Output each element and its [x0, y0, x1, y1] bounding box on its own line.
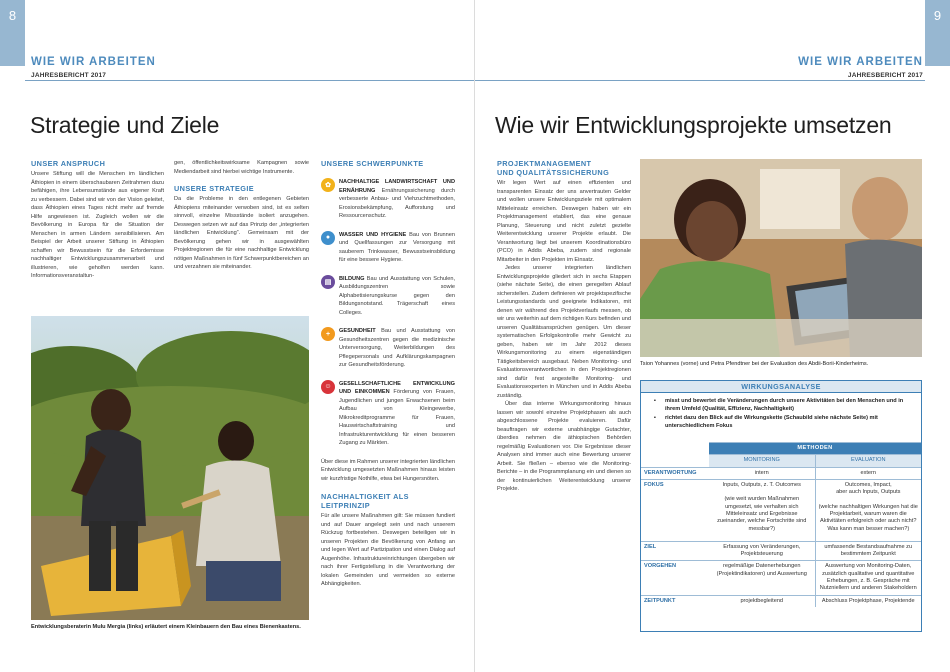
schwerpunkt-bildung [321, 275, 455, 318]
pm-text-3: Über das interne Wirkungsmonitoring hinaus lassen wir sowohl einzelne Projektphasen als auch abgeschlossene Projekte evaluieren. Dafür beauftragen wir externe unabhängige Gutachter, überdies nehmen die äthiopischen Behörden regelmäßig Evaluationen vor. Die Ergebnisse dieser Analysen sind immer auch eine Bewertung unserer Arbeit. Sie fließen – ebenso wie die Monitoring-Berichte – in die Programmplanung ein und dienen so der kontinuierlichen Weiterentwicklung unserer Projekte. [497, 401, 631, 492]
section-title: WIE WIR ARBEITEN [31, 56, 156, 68]
row-label: ZIEL [641, 541, 709, 561]
evaluation-cell: Abschluss Projektphase, Projektende [815, 595, 921, 607]
table-row [641, 561, 921, 595]
report-label: JAHRESBERICHT 2017 [31, 72, 107, 79]
wirkungsanalyse-title: WIRKUNGSANALYSE [641, 381, 921, 393]
anspruch-text: Unsere Stiftung will die Menschen im ländlichen Äthiopien in einem überschaubaren Zeitrahmen dazu befähigen, ihre Lebensumstände aus eigener Kraft zu verbessern. Dabei sind wir von der Vision geleitet, dass Äthiopien eines Tages nicht mehr auf fremde Hilfe angewiesen ist. Zugleich wollen wir die Bevölkerung in Europa für die Situation der Menschen in armen Ländern sensibilisieren. Am Beispiel der Arbeit unserer Stiftung in Äthiopien schaffen wir Bewusstsein für die Erfordernisse nachhaltiger Entwicklungszusammenarbeit und illustrieren, wie geholfen werden kann. Informationsveranstaltun- [31, 171, 164, 279]
pm-text-2: Jedes unserer integrierten ländlichen Entwicklungsprojekte gliedert sich in sechs Etappen (siehe nächste Seite), die einen geregelten Ablauf sicherstellen. Zudem definieren wir projektspezifische Leistungsstandards und geeignete Indikatoren, mit denen wir während des Projektverlaufs messen, ob wir uns weiterhin auf dem richtigen Kurs befinden und unseren Qualitätsansprüchen genügen. Um dieser systematischen Erfolgskontrolle mehr Gewicht zu geben, haben wir im Jahr 2012 dieses Wirkungsmonitoring zu einem eigenständigen Tätigkeitsbereich ausgebaut. Neben Monitoring- und Evaluationsverantwortlichen in den Projektregionen sind dafür fest angestellte Monitoring- und Evaluationsexperten in München und in Addis Abeba zuständig. [497, 265, 631, 399]
pm-heading-1: PROJEKTMANAGEMENT [497, 159, 592, 168]
page-number: 8 [0, 0, 25, 66]
page-title: Strategie und Ziele [30, 112, 220, 138]
nachhaltigkeit-text: Für alle unsere Maßnahmen gilt: Sie müssen fundiert und auf Dauer angelegt sein und nach unserem Rückzug fortbestehen. Deswegen beteiligen wir in unseren Projekten die Bevölkerung von Anfang an und legen Wert auf Partizipation und einen Dialog auf Augenhöhe. Infrastruktureinrichtungen übergeben wir nach ihrer Fertigstellung in die Verantwortung der lokalen Gemeinden und vermeiden so externe Abhängigkeiten. [321, 513, 455, 587]
column-1 [31, 159, 164, 281]
schwerpunkt-text: Förderung von Frauen, Jugendlichen und jungen Erwachsenen beim Aufbau von Kleingewerbe, Mikrokreditprogramme für Frauen, Hauswirtschaftstraining und Infrastrukturentwicklung für einen besseren Zugang zu Märkten. [339, 389, 456, 446]
table-row [641, 595, 921, 607]
schwerpunkt-title: GESUNDHEIT [339, 328, 376, 334]
beekeeping-photo [31, 316, 309, 620]
table-row [641, 479, 921, 541]
section-title: WIE WIR ARBEITEN [798, 56, 923, 68]
wheat-icon: ✿ [321, 178, 335, 192]
water-drop-icon: ● [321, 231, 335, 245]
methoden-header: METHODEN [709, 443, 921, 455]
schwerpunkt-title: WASSER UND HYGIENE [339, 231, 407, 238]
right-page [475, 0, 950, 672]
methoden-table [641, 442, 921, 607]
medical-bag-icon: + [321, 327, 335, 341]
schwerpunkt-gesellschaft [321, 380, 455, 448]
nachhaltigkeit-heading: NACHHALTIGKEIT ALS LEITPRINZIP [321, 492, 409, 510]
row-label: ZEITPUNKT [641, 595, 709, 607]
pm-heading-2: UND QUALITÄTSSICHERUNG [497, 168, 610, 177]
schwerpunkt-gesundheit [321, 327, 455, 370]
schwerpunkt-title: BILDUNG [339, 275, 365, 282]
table-row [641, 467, 921, 479]
schwerpunkt-text: Bau von Brunnen und Quellfassungen zur Versorgung mit sauberem Trinkwasser, Bewusstseinsbildung für eine bessere Hygiene. [339, 231, 456, 263]
row-label: VERANTWORTUNG [641, 467, 709, 479]
photo-caption: Entwicklungsberaterin Mulu Mergia (links) erläutert einem Kleinbauern den Bau eines Bienenkastens. [31, 624, 301, 630]
row-label: FOKUS [641, 479, 709, 541]
page-title: Wie wir Entwicklungsprojekte umsetzen [495, 112, 892, 138]
monitoring-cell: Inputs, Outputs, z. T. Outcomes (wie weit wurden Maßnahmen umgesetzt, wie verhalten sich Mitteleinsatz und Ergebnisse zueinander, welche Fortschritte sind messbar?) [709, 479, 815, 541]
monitoring-cell: Erfassung von Veränderungen, Projektsteuerung [709, 541, 815, 561]
bullet-item: ▪ richtet dazu den Blick auf die Wirkungskette (Schaubild siehe nächste Seite) mit unterschiedlichem Fokus [665, 415, 913, 430]
schwerpunkt-text: Bau und Ausstattung von Gesundheitszentren gegen die medizinische Unterversorgung, Weiterbildungen des Pflegepersonals und Aufklärungskampagnen zur Gesundheitsförderung. [339, 328, 456, 368]
header-rule [475, 80, 925, 81]
monitoring-cell: regelmäßige Datenerhebungen (Projektindikatoren) und Auswertung [709, 561, 815, 595]
report-label: JAHRESBERICHT 2017 [847, 72, 923, 79]
col2-top-text: gen, öffentlichkeitswirksame Kampagnen sowie Mediendarbeit sind hierbei wichtige Instrumente. [174, 160, 309, 175]
monitoring-cell: intern [709, 467, 815, 479]
table-subheader-row [641, 455, 921, 467]
schwerpunkte-after-text: Über diese im Rahmen unserer integrierten ländlichen Entwicklung umgesetzten Maßnahmen hinaus leisten wir kurzfristige Nothilfe, etwa bei Hungersnöten. [321, 458, 456, 482]
beekeeping-photo-image [31, 316, 309, 620]
schwerpunkte-heading: UNSERE SCHWERPUNKTE [321, 159, 424, 168]
schwerpunkt-title: NACHHALTIGE LANDWIRTSCHAFT UND ERNÄHRUNG [339, 179, 455, 194]
monitoring-cell: projektbegleitend [709, 595, 815, 607]
photo-caption: Tsion Yohannes (vorne) und Petra Pfendtner bei der Evaluation des Abdii-Borii-Kinderheims. [640, 361, 869, 367]
table-header-row [641, 443, 921, 455]
strategie-heading: UNSERE STRATEGIE [174, 184, 255, 193]
schwerpunkt-text: Ernährungssicherung durch verbesserte Anbau- und Viehzuchtmethoden, Erosionsbekämpfung, Aufforstung und Ressourcenschutz. [339, 187, 455, 219]
evaluation-cell: Auswertung von Monitoring-Daten, zusätzlich qualitative und quantitative Erhebungen, z. B. Gespräche mit Nutzniellern und anderen Stakeholdern [815, 561, 921, 595]
monitoring-header: MONITORING [709, 455, 815, 467]
schwerpunkt-title: GESELLSCHAFTLICHE ENTWICKLUNG UND EINKOMMEN [339, 380, 455, 395]
evaluation-photo [640, 159, 922, 357]
evaluation-photo-image [640, 159, 922, 357]
row-label: VORGEHEN [641, 561, 709, 595]
pm-text-1: Wir legen Wert auf einen effizienten und transparenten Einsatz der uns anvertrauten Gelder und wollen unsere Entwicklungsziele mit optimalem Mitteleinsatz erreichen. Deswegen haben wir ein Projektmanagement etabliert, das eine genaue Planung, Steuerung und nicht zuletzt gezielte Weiterentwicklung unserer Projekte erlaubt. Die Verantwortung liegt bei unserem Koordinationsbüro (PCO) in Addis Abeba, zudem sind regionale Mitarbeiter in den Projekten im Einsatz. [497, 180, 631, 263]
table-row [641, 541, 921, 561]
schwerpunkt-landwirtschaft [321, 178, 455, 221]
wirkungsanalyse-bullets [641, 393, 921, 436]
people-icon: ☺ [321, 380, 335, 394]
strategie-text: Da die Probleme in den entlegenen Gebieten Äthiopiens miteinander verwoben sind, ist es selten sinnvoll, einzelne Missstände isoliert anzugehen. Deswegen setzen wir auf das Prinzip der „integrierten ländlichen Entwicklung“. Gemeinsam mit der Bevölkerung gehen wir in ausgewählten Projektregionen die für eine nachhaltige Entwicklung nötigen Maßnahmen in fünf Schwerpunktbereichen an und verzahnen sie miteinander. [174, 196, 309, 270]
column-3 [321, 159, 455, 589]
evaluation-header: EVALUATION [815, 455, 921, 467]
evaluation-cell: Outcomes, Impact, aber auch Inputs, Outputs (welche nachhaltigen Wirkungen hat die Projektarbeit, warum waren die Aktivitäten erfolgreich oder auch nicht? Was kann man besser machen?) [815, 479, 921, 541]
schwerpunkt-text: Bau und Ausstattung von Schulen, Ausbildungszentren sowie Alphabetisierungskurse gegen den Bildungsnotstand. Trägerschaft eines Colleges. [339, 275, 455, 316]
book-icon: ▤ [321, 275, 335, 289]
header-rule [25, 80, 475, 81]
evaluation-cell: umfassende Bestandsaufnahme zu bestimmtem Zeitpunkt [815, 541, 921, 561]
column-2 [174, 159, 309, 272]
anspruch-heading: UNSER ANSPRUCH [31, 159, 106, 168]
wirkungsanalyse-box [640, 380, 922, 632]
pm-column [497, 159, 631, 494]
page-number: 9 [925, 0, 950, 66]
schwerpunkt-wasser [321, 231, 455, 265]
evaluation-cell: extern [815, 467, 921, 479]
bullet-item: ▪ misst und bewertet die Veränderungen durch unsere Aktivitäten bei den Menschen und in ihrem Umfeld (Qualität, Effizienz, Nachhaltigkeit) [665, 398, 913, 413]
